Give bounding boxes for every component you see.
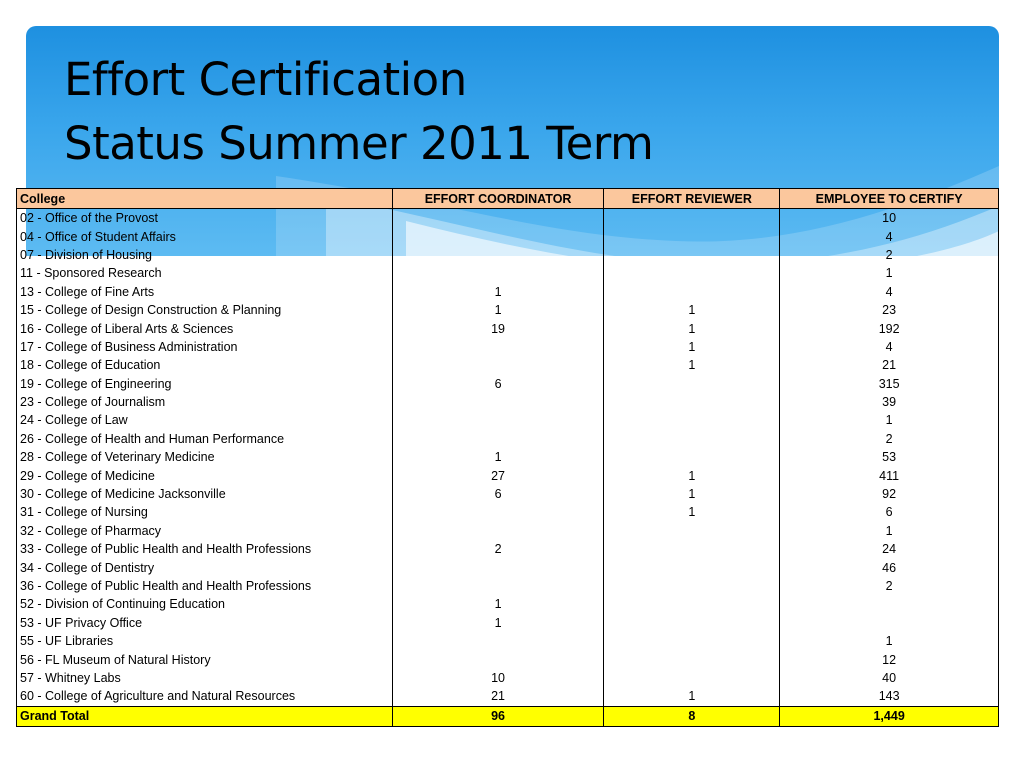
cell-employee-to-certify: 40 (780, 669, 999, 687)
cell-college: 11 - Sponsored Research (17, 264, 393, 282)
cell-employee-to-certify: 4 (780, 338, 999, 356)
table-row (17, 687, 999, 706)
cell-effort-reviewer (604, 448, 780, 466)
table-row (17, 669, 999, 687)
cell-college: 07 - Division of Housing (17, 246, 393, 264)
cell-employee-to-certify: 10 (780, 209, 999, 228)
cell-effort-reviewer (604, 632, 780, 650)
cell-college: 13 - College of Fine Arts (17, 283, 393, 301)
header-employee-to-certify: EMPLOYEE TO CERTIFY (780, 189, 999, 209)
table-row (17, 319, 999, 337)
cell-effort-coordinator (392, 356, 604, 374)
cell-effort-coordinator (392, 209, 604, 228)
cell-effort-reviewer (604, 209, 780, 228)
cell-employee-to-certify: 1 (780, 522, 999, 540)
cell-college: 16 - College of Liberal Arts & Sciences (17, 319, 393, 337)
cell-effort-coordinator: 1 (392, 283, 604, 301)
cell-employee-to-certify: 92 (780, 485, 999, 503)
cell-effort-coordinator: 1 (392, 595, 604, 613)
cell-effort-reviewer (604, 558, 780, 576)
table-row (17, 356, 999, 374)
table-row (17, 558, 999, 576)
cell-effort-reviewer (604, 393, 780, 411)
table-row (17, 540, 999, 558)
table-row (17, 338, 999, 356)
cell-employee-to-certify (780, 595, 999, 613)
table-row (17, 614, 999, 632)
cell-employee-to-certify: 2 (780, 246, 999, 264)
cell-employee-to-certify: 192 (780, 319, 999, 337)
cell-college: 02 - Office of the Provost (17, 209, 393, 228)
cell-college: 30 - College of Medicine Jacksonville (17, 485, 393, 503)
cell-effort-reviewer: 1 (604, 301, 780, 319)
cell-college: 17 - College of Business Administration (17, 338, 393, 356)
table-row (17, 246, 999, 264)
table-body (17, 209, 999, 707)
cell-effort-coordinator: 1 (392, 614, 604, 632)
cell-college: 24 - College of Law (17, 411, 393, 429)
header-college: College (17, 189, 393, 209)
cell-employee-to-certify: 39 (780, 393, 999, 411)
cell-employee-to-certify: 4 (780, 227, 999, 245)
cell-employee-to-certify: 6 (780, 503, 999, 521)
cell-effort-coordinator (392, 503, 604, 521)
cell-effort-coordinator: 1 (392, 448, 604, 466)
slide-title-line-2: Status Summer 2011 Term (64, 117, 654, 170)
effort-status-table (16, 188, 999, 727)
cell-effort-coordinator (392, 411, 604, 429)
cell-employee-to-certify: 315 (780, 375, 999, 393)
cell-employee-to-certify: 53 (780, 448, 999, 466)
cell-college: 33 - College of Public Health and Health Professions (17, 540, 393, 558)
table-header-row (17, 189, 999, 209)
cell-college: 60 - College of Agriculture and Natural Resources (17, 687, 393, 706)
cell-effort-reviewer: 1 (604, 338, 780, 356)
cell-employee-to-certify: 1 (780, 411, 999, 429)
cell-effort-coordinator (392, 522, 604, 540)
table-row (17, 577, 999, 595)
cell-effort-coordinator: 6 (392, 375, 604, 393)
cell-effort-reviewer (604, 650, 780, 668)
cell-effort-coordinator (392, 558, 604, 576)
table-row (17, 485, 999, 503)
cell-employee-to-certify: 21 (780, 356, 999, 374)
grand-total-row (17, 706, 999, 726)
cell-effort-reviewer (604, 595, 780, 613)
cell-employee-to-certify: 2 (780, 577, 999, 595)
grand-total-reviewer: 8 (604, 706, 780, 726)
cell-effort-reviewer: 1 (604, 687, 780, 706)
cell-college: 57 - Whitney Labs (17, 669, 393, 687)
table-row (17, 227, 999, 245)
cell-employee-to-certify: 23 (780, 301, 999, 319)
cell-effort-coordinator: 6 (392, 485, 604, 503)
cell-effort-reviewer (604, 577, 780, 595)
cell-college: 34 - College of Dentistry (17, 558, 393, 576)
cell-employee-to-certify: 46 (780, 558, 999, 576)
cell-employee-to-certify: 1 (780, 632, 999, 650)
cell-college: 29 - College of Medicine (17, 466, 393, 484)
cell-effort-reviewer (604, 540, 780, 558)
cell-effort-reviewer (604, 430, 780, 448)
cell-college: 53 - UF Privacy Office (17, 614, 393, 632)
table-row (17, 466, 999, 484)
table-row (17, 264, 999, 282)
table-row (17, 650, 999, 668)
grand-total-coordinator: 96 (392, 706, 604, 726)
cell-college: 18 - College of Education (17, 356, 393, 374)
cell-effort-coordinator: 27 (392, 466, 604, 484)
table-row (17, 522, 999, 540)
table-row (17, 632, 999, 650)
header-effort-reviewer: EFFORT REVIEWER (604, 189, 780, 209)
cell-employee-to-certify: 2 (780, 430, 999, 448)
cell-college: 28 - College of Veterinary Medicine (17, 448, 393, 466)
cell-college: 36 - College of Public Health and Health Professions (17, 577, 393, 595)
cell-effort-reviewer: 1 (604, 319, 780, 337)
cell-employee-to-certify: 411 (780, 466, 999, 484)
cell-employee-to-certify: 1 (780, 264, 999, 282)
cell-effort-coordinator (392, 577, 604, 595)
table-row (17, 375, 999, 393)
cell-college: 32 - College of Pharmacy (17, 522, 393, 540)
cell-effort-reviewer (604, 669, 780, 687)
cell-effort-reviewer (604, 264, 780, 282)
cell-effort-coordinator (392, 338, 604, 356)
cell-employee-to-certify: 143 (780, 687, 999, 706)
cell-college: 23 - College of Journalism (17, 393, 393, 411)
table-row (17, 283, 999, 301)
cell-college: 31 - College of Nursing (17, 503, 393, 521)
table-row (17, 393, 999, 411)
grand-total-employee: 1,449 (780, 706, 999, 726)
cell-college: 55 - UF Libraries (17, 632, 393, 650)
cell-effort-reviewer (604, 522, 780, 540)
cell-effort-reviewer: 1 (604, 466, 780, 484)
cell-effort-reviewer: 1 (604, 485, 780, 503)
cell-effort-coordinator (392, 632, 604, 650)
cell-employee-to-certify: 4 (780, 283, 999, 301)
slide-title-line-1: Effort Certification (64, 53, 467, 106)
header-effort-coordinator: EFFORT COORDINATOR (392, 189, 604, 209)
cell-effort-coordinator (392, 264, 604, 282)
table-row (17, 448, 999, 466)
grand-total-label: Grand Total (17, 706, 393, 726)
cell-effort-reviewer (604, 227, 780, 245)
cell-employee-to-certify: 12 (780, 650, 999, 668)
cell-effort-coordinator (392, 393, 604, 411)
cell-college: 15 - College of Design Construction & Planning (17, 301, 393, 319)
cell-effort-reviewer (604, 375, 780, 393)
table-row (17, 595, 999, 613)
cell-effort-reviewer (604, 411, 780, 429)
slide-title (64, 48, 653, 176)
table-row (17, 209, 999, 228)
cell-effort-coordinator (392, 227, 604, 245)
cell-effort-reviewer: 1 (604, 503, 780, 521)
cell-effort-coordinator: 2 (392, 540, 604, 558)
cell-college: 56 - FL Museum of Natural History (17, 650, 393, 668)
cell-effort-reviewer (604, 614, 780, 632)
cell-effort-coordinator (392, 430, 604, 448)
table-row (17, 430, 999, 448)
cell-effort-coordinator (392, 650, 604, 668)
table-row (17, 503, 999, 521)
cell-effort-reviewer (604, 246, 780, 264)
cell-effort-reviewer (604, 283, 780, 301)
cell-effort-coordinator: 10 (392, 669, 604, 687)
cell-college: 19 - College of Engineering (17, 375, 393, 393)
cell-college: 52 - Division of Continuing Education (17, 595, 393, 613)
table-row (17, 301, 999, 319)
cell-effort-coordinator: 21 (392, 687, 604, 706)
cell-college: 26 - College of Health and Human Performance (17, 430, 393, 448)
cell-effort-coordinator: 1 (392, 301, 604, 319)
cell-effort-reviewer: 1 (604, 356, 780, 374)
cell-college: 04 - Office of Student Affairs (17, 227, 393, 245)
cell-effort-coordinator: 19 (392, 319, 604, 337)
table-row (17, 411, 999, 429)
cell-employee-to-certify: 24 (780, 540, 999, 558)
cell-effort-coordinator (392, 246, 604, 264)
cell-employee-to-certify (780, 614, 999, 632)
